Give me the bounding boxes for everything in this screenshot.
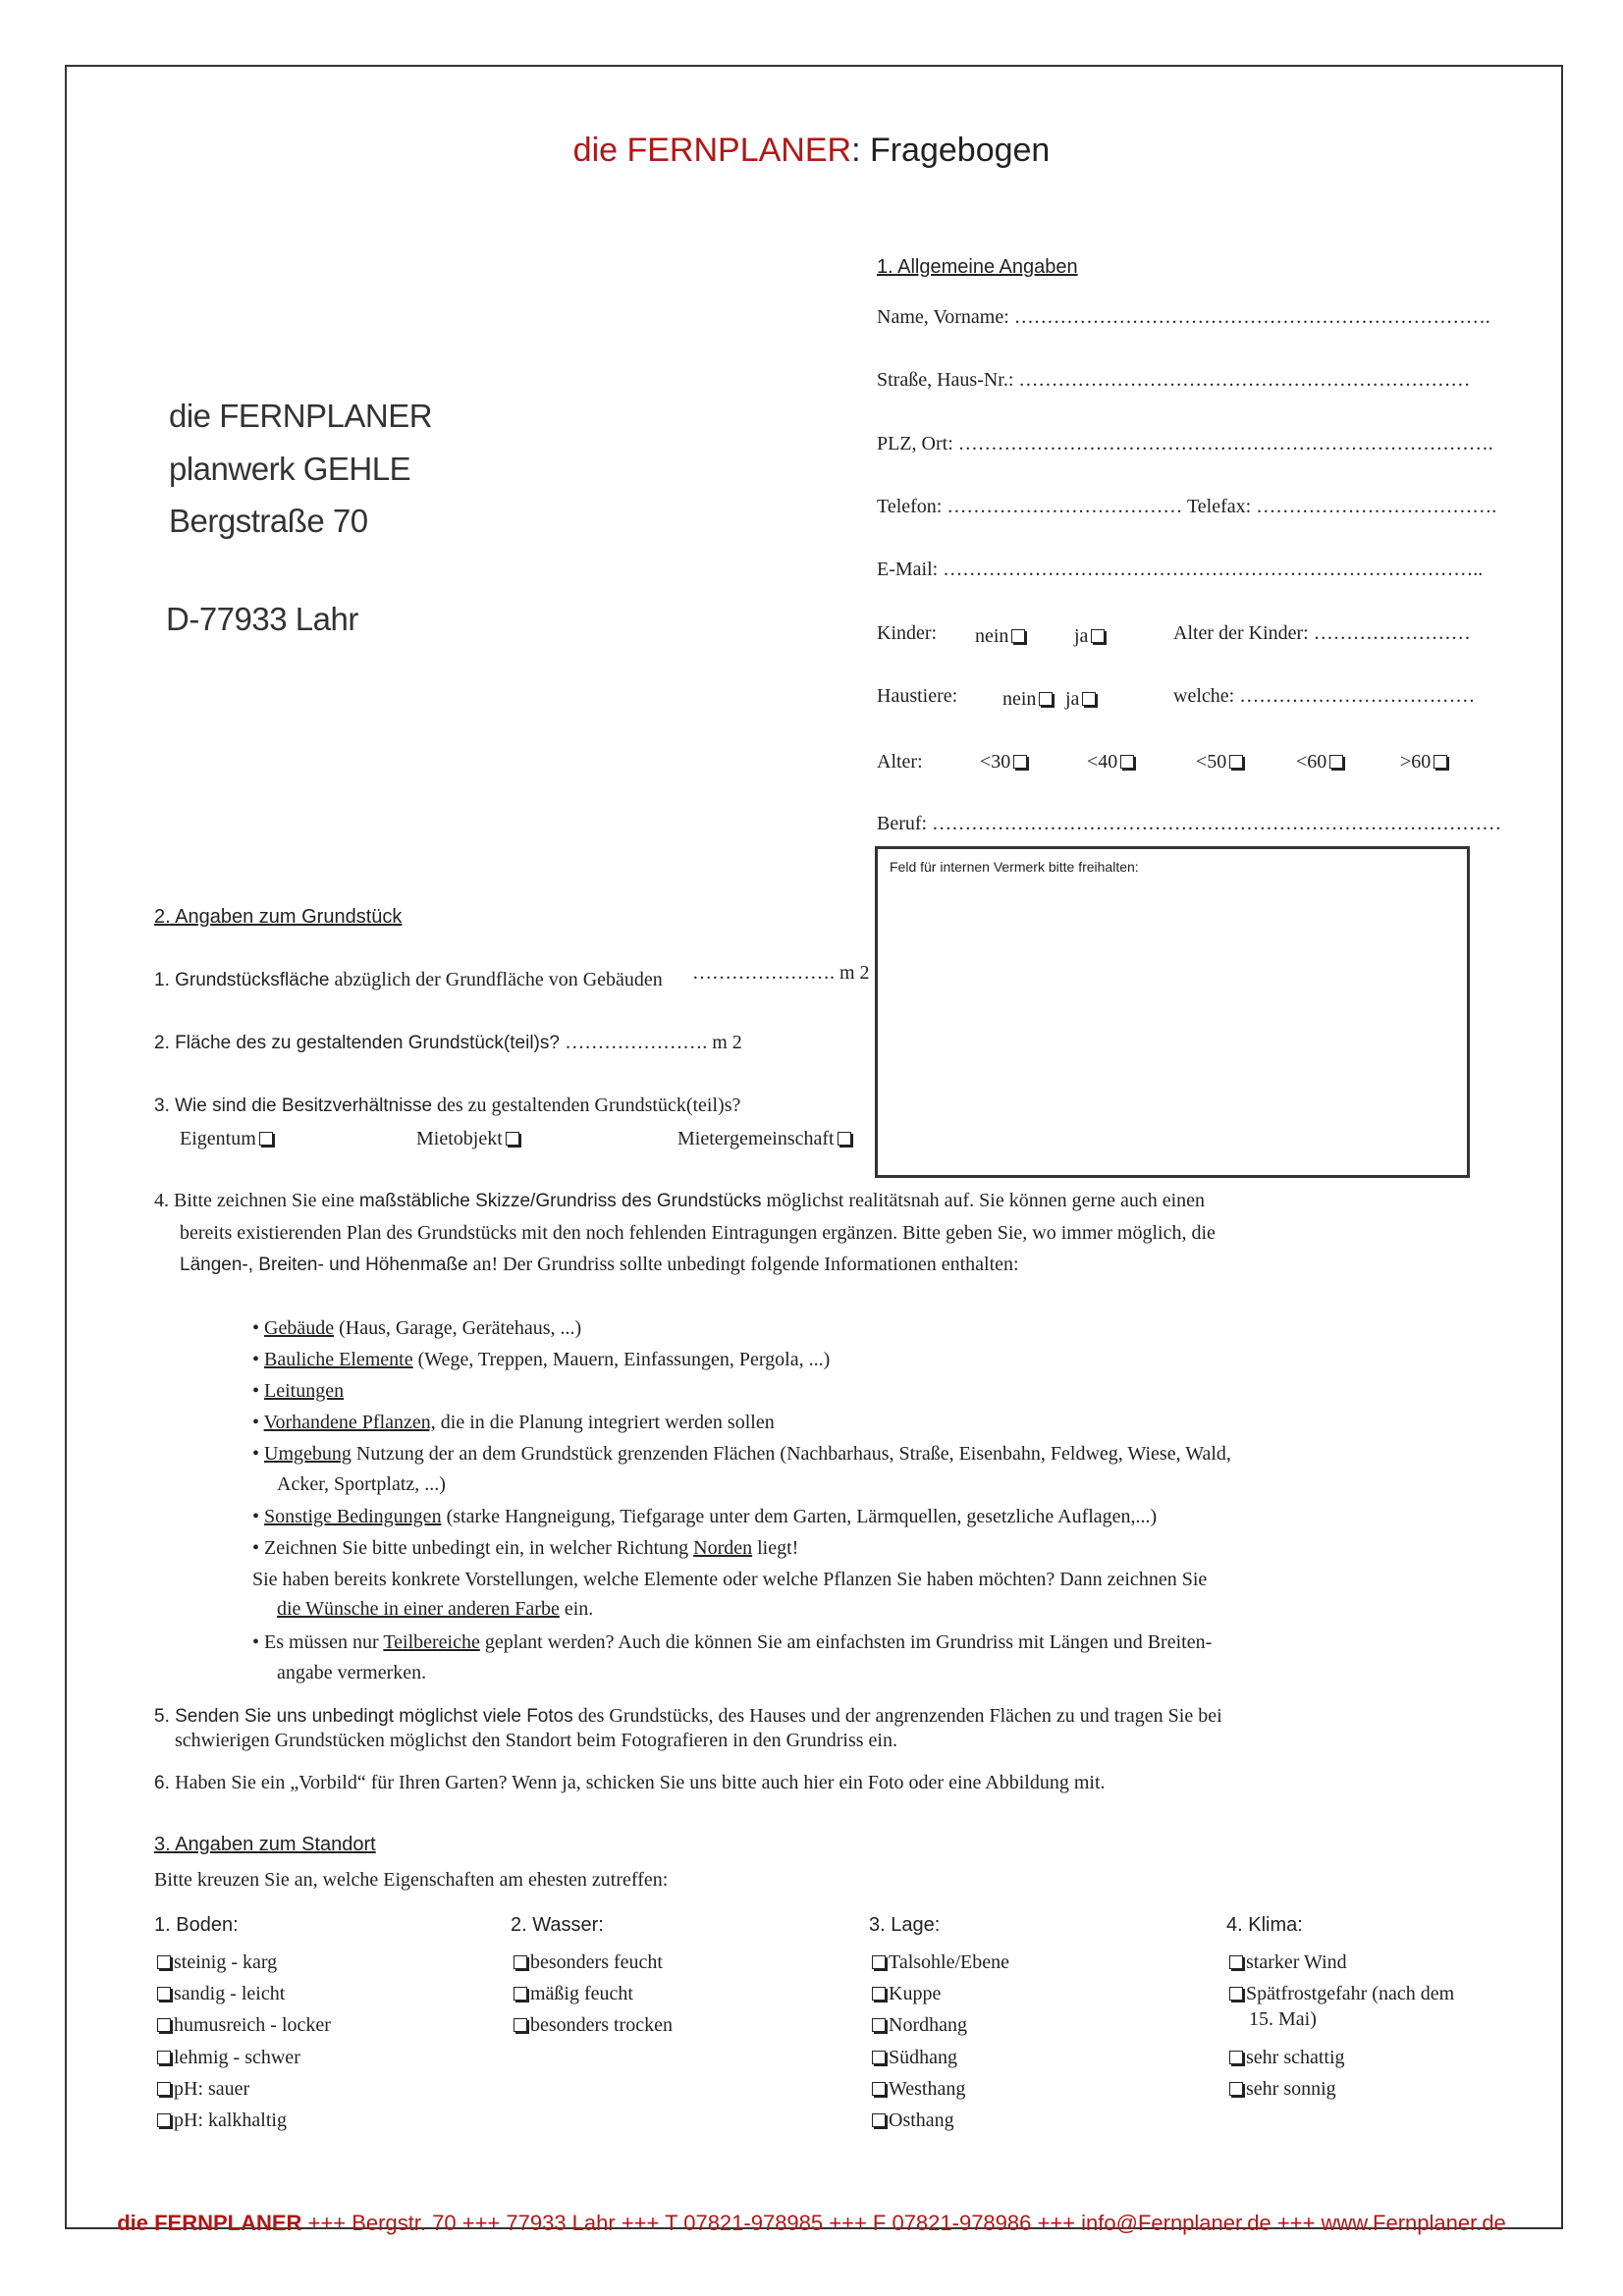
haustiere-ja-option[interactable]	[1065, 688, 1099, 711]
question-6	[154, 1772, 1106, 1794]
alter-option-label: <50	[1196, 751, 1227, 773]
option-label: Kuppe	[889, 1983, 942, 2004]
bullet-key: Norden	[693, 1537, 753, 1559]
checkbox-icon[interactable]	[1229, 1955, 1243, 1969]
bullet-gebaeude: • Gebäude (Haus, Garage, Gerätehaus, ...)	[252, 1317, 582, 1339]
q4-text-b: maßstäbliche Skizze/Grundriss des Grundstücks	[358, 1191, 762, 1211]
option-label: Westhang	[889, 2078, 966, 2100]
checkbox-icon[interactable]	[872, 2018, 886, 2032]
checkbox-icon[interactable]	[157, 1987, 171, 2001]
section1-heading: 1. Allgemeine Angaben	[877, 256, 1078, 278]
bullet-text: die in die Planung integriert werden sollen	[435, 1412, 775, 1433]
checkbox-icon[interactable]	[1013, 755, 1027, 769]
q4-text-e: an! Der Grundriss sollte unbedingt folgende Informationen enthalten:	[467, 1254, 1019, 1275]
address-line-2: planwerk GEHLE	[169, 451, 411, 487]
name-field[interactable]: Name, Vorname: ……………………………………………………………….	[877, 306, 1490, 328]
kinder-alter-field[interactable]: Alter der Kinder: ……………………	[1173, 622, 1471, 644]
checkbox-icon[interactable]	[1011, 629, 1025, 643]
footer-text: +++ Bergstr. 70 +++ 77933 Lahr +++ T 07821-978985 +++ F 07821-978986 +++ info@Fernplaner.de +++ www.Fernplaner.de	[301, 2211, 1506, 2235]
option-label: humusreich - locker	[174, 2014, 331, 2036]
wasser-option[interactable]	[511, 1983, 633, 2005]
klima-option[interactable]	[1226, 2078, 1336, 2101]
checkbox-icon[interactable]	[1229, 1987, 1243, 2001]
checkbox-icon[interactable]	[872, 2113, 886, 2127]
own-option-eigentum[interactable]	[180, 1128, 276, 1150]
checkbox-icon[interactable]	[157, 2082, 171, 2096]
option-label: pH: kalkhaltig	[174, 2109, 287, 2131]
own-option-label: Eigentum	[180, 1128, 256, 1149]
option-label: Talsohle/Ebene	[889, 1951, 1009, 1973]
kinder-nein-option[interactable]	[975, 625, 1028, 648]
q6-num: 6.	[154, 1773, 176, 1793]
q6-text: Haben Sie ein „Vorbild“ für Ihren Garten? Wenn ja, schicken Sie uns bitte auch hier ein Foto oder eine Abbildung mit.	[175, 1772, 1106, 1793]
alter-option-label: >60	[1400, 751, 1432, 773]
question-3	[154, 1095, 740, 1117]
own-option-label: Mietergemeinschaft	[677, 1128, 835, 1149]
bullet-text: ein.	[559, 1598, 594, 1620]
bullet-norden: • Zeichnen Sie bitte unbedingt ein, in welcher Richtung Norden liegt!	[252, 1537, 799, 1559]
option-label: steinig - karg	[174, 1951, 278, 1973]
bullet-pflanzen: • Vorhandene Pflanzen, die in die Planung integriert werden sollen	[252, 1412, 775, 1433]
question-4-line-2: bereits existierenden Plan des Grundstücks mit den noch fehlenden Eintragungen ergänzen. Bitte geben Sie, wo immer möglich, die	[180, 1222, 1216, 1244]
checkbox-icon[interactable]	[872, 2051, 886, 2064]
boden-option[interactable]	[154, 2078, 249, 2101]
kinder-nein-label: nein	[975, 625, 1009, 647]
q4-text-a: 4. Bitte zeichnen Sie eine	[154, 1190, 359, 1211]
option-label: sandig - leicht	[174, 1983, 286, 2004]
haustiere-nein-label: nein	[1002, 688, 1037, 710]
bullet-key: Umgebung	[264, 1443, 352, 1465]
title-rest: : Fragebogen	[851, 132, 1051, 169]
lage-option[interactable]	[869, 2078, 965, 2101]
question-2-answer-field[interactable]: …………………. m 2	[565, 1032, 742, 1053]
klima-option[interactable]	[1226, 2047, 1345, 2069]
footer-brand: die FERNPLANER	[117, 2211, 302, 2235]
beruf-field[interactable]: Beruf: ……………………………………………………………………………	[877, 813, 1502, 834]
checkbox-icon[interactable]	[1434, 755, 1447, 769]
alter-option-50[interactable]	[1196, 751, 1246, 774]
alter-option-30[interactable]	[980, 751, 1030, 774]
alter-option-label: <40	[1087, 751, 1118, 773]
klima-heading: 4. Klima:	[1226, 1914, 1303, 1936]
q5-text-a: 5. Senden Sie uns unbedingt möglichst viele	[154, 1706, 527, 1727]
checkbox-icon[interactable]	[1120, 755, 1134, 769]
bullet-sonstige: • Sonstige Bedingungen (starke Hangneigung, Tiefgarage unter dem Garten, Lärmquellen, gesetzliche Auflagen,...)	[252, 1506, 1158, 1527]
bullet-leitungen: • Leitungen	[252, 1380, 345, 1402]
bullet-umgebung: • Umgebung Nutzung der an dem Grundstück grenzenden Flächen (Nachbarhaus, Straße, Eisenbahn, Feldweg, Wiese, Wald,	[252, 1443, 1231, 1465]
lage-heading: 3. Lage:	[869, 1914, 941, 1936]
checkbox-icon[interactable]	[157, 1955, 171, 1969]
title-brand: die FERNPLANER	[572, 132, 852, 169]
own-option-mietergemeinschaft[interactable]	[677, 1128, 854, 1150]
checkbox-icon[interactable]	[157, 2051, 171, 2064]
bullet-key: Sonstige Bedingungen	[264, 1506, 442, 1527]
bullet-text: (starke Hangneigung, Tiefgarage unter dem Garten, Lärmquellen, gesetzliche Auflagen,...)	[441, 1506, 1158, 1527]
alter-option-60[interactable]	[1296, 751, 1346, 774]
checkbox-icon[interactable]	[1229, 2082, 1243, 2096]
bullet-text: (Haus, Garage, Gerätehaus, ...)	[334, 1317, 582, 1339]
boden-option[interactable]	[154, 1983, 285, 2005]
question-2	[154, 1032, 742, 1054]
checkbox-icon[interactable]	[838, 1132, 851, 1146]
klima-option[interactable]	[1226, 1983, 1454, 2005]
bullet-key: Leitungen	[264, 1380, 345, 1402]
option-label: Osthang	[889, 2109, 954, 2131]
q5-text-b: Fotos	[526, 1706, 573, 1727]
q4-text-d: Längen-, Breiten- und Höhenmaße	[180, 1255, 468, 1275]
street-field[interactable]: Straße, Haus-Nr.: ……………………………………………………………	[877, 369, 1471, 391]
kinder-ja-label: ja	[1074, 625, 1089, 647]
question-1	[154, 969, 663, 991]
haustiere-label: Haustiere:	[877, 685, 958, 707]
boden-option[interactable]	[154, 2109, 287, 2132]
question-5-line-2: schwierigen Grundstücken möglichst den Standort beim Fotografieren in den Grundriss ein.	[175, 1730, 897, 1751]
address-line-1: die FERNPLANER	[169, 398, 433, 434]
bullet-wuensche-cont	[277, 1598, 593, 1621]
wasser-heading: 2. Wasser:	[511, 1914, 604, 1936]
haustiere-nein-option[interactable]	[1002, 688, 1055, 711]
bullet-teilbereiche: • Es müssen nur Teilbereiche geplant werden? Auch die können Sie am einfachsten im Grundriss mit Längen und Breiten-	[252, 1631, 1213, 1653]
lage-option[interactable]	[869, 2014, 967, 2037]
option-label: Spätfrostgefahr (nach dem	[1246, 1983, 1455, 2004]
question-1-lead: 1. Grundstücksfläche	[154, 970, 330, 990]
bullet-teilbereiche-cont: angabe vermerken.	[277, 1662, 427, 1683]
boden-option[interactable]	[154, 1951, 277, 1974]
checkbox-icon[interactable]	[1082, 692, 1096, 706]
klima-option-wrap: 15. Mai)	[1249, 2008, 1317, 2030]
question-3-lead: 3. Wie sind die Besitzverhältnisse	[154, 1095, 433, 1116]
bullet-text: Zeichnen Sie bitte unbedingt ein, in welcher Richtung	[264, 1537, 694, 1559]
checkbox-icon[interactable]	[872, 2082, 886, 2096]
question-3-text: des zu gestaltenden Grundstück(teil)s?	[432, 1095, 741, 1116]
question-1-text: abzüglich der Grundfläche von Gebäuden	[329, 969, 663, 990]
checkbox-icon[interactable]	[506, 1132, 519, 1146]
checkbox-icon[interactable]	[1229, 2051, 1243, 2064]
checkbox-icon[interactable]	[514, 1955, 527, 1969]
bullet-text: Es müssen nur	[264, 1631, 384, 1653]
wasser-option[interactable]	[511, 1951, 663, 1974]
bullet-text: Nutzung der an dem Grundstück grenzenden Flächen (Nachbarhaus, Straße, Eisenbahn, Feldweg, Wiese, Wald,	[351, 1443, 1231, 1465]
address-line-4: D-77933 Lahr	[166, 601, 358, 637]
checkbox-icon[interactable]	[1229, 755, 1243, 769]
own-option-label: Mietobjekt	[416, 1128, 503, 1149]
footer-contact	[0, 2211, 1623, 2236]
alter-option-over-60[interactable]	[1400, 751, 1450, 774]
option-label: starker Wind	[1246, 1951, 1347, 1973]
haustiere-welche-field[interactable]: welche: ………………………………	[1173, 685, 1476, 707]
bullet-key: Bauliche Elemente	[264, 1349, 413, 1370]
option-label: sehr schattig	[1246, 2047, 1345, 2068]
q4-text-c: möglichst realitätsnah auf. Sie können gerne auch einen	[761, 1190, 1206, 1211]
page-title	[0, 132, 1623, 170]
checkbox-icon[interactable]	[157, 2018, 171, 2032]
option-label: besonders trocken	[530, 2014, 673, 2036]
bullet-text: liegt!	[752, 1537, 799, 1559]
bullet-text: geplant werden? Auch die können Sie am einfachsten im Grundriss mit Längen und Breiten-	[479, 1631, 1213, 1653]
bullet-umgebung-cont: Acker, Sportplatz, ...)	[277, 1473, 446, 1495]
option-label: Nordhang	[889, 2014, 967, 2036]
question-5-line-1	[154, 1705, 1222, 1728]
question-4-line-1	[154, 1190, 1205, 1212]
checkbox-icon[interactable]	[514, 2018, 527, 2032]
checkbox-icon[interactable]	[157, 2113, 171, 2127]
bullet-key: Vorhandene Pflanzen,	[263, 1412, 436, 1433]
plz-field[interactable]: PLZ, Ort: ……………………………………………………………………….	[877, 433, 1493, 454]
kinder-ja-option[interactable]	[1074, 625, 1108, 648]
lage-option[interactable]	[869, 2047, 957, 2069]
checkbox-icon[interactable]	[872, 1987, 886, 2001]
q5-text-c: des Grundstücks, des Hauses und der angrenzenden Flächen zu und tragen Sie bei	[572, 1705, 1222, 1727]
own-option-mietobjekt[interactable]	[416, 1128, 522, 1150]
alter-option-label: <60	[1296, 751, 1327, 773]
option-label: sehr sonnig	[1246, 2078, 1336, 2100]
checkbox-icon[interactable]	[1091, 629, 1105, 643]
alter-option-label: <30	[980, 751, 1011, 773]
lage-option[interactable]	[869, 1951, 1009, 1974]
checkbox-icon[interactable]	[872, 1955, 886, 1969]
option-label: pH: sauer	[174, 2078, 250, 2100]
boden-heading: 1. Boden:	[154, 1914, 239, 1936]
question-2-lead: 2. Fläche des zu gestaltenden Grundstück(teil)s?	[154, 1033, 566, 1053]
section3-heading: 3. Angaben zum Standort	[154, 1834, 376, 1855]
option-label: Südhang	[889, 2047, 957, 2068]
lage-option[interactable]	[869, 2109, 954, 2132]
section2-heading: 2. Angaben zum Grundstück	[154, 906, 403, 928]
klima-option[interactable]	[1226, 1951, 1347, 1974]
lage-option[interactable]	[869, 1983, 941, 2005]
internal-note-box	[875, 846, 1470, 1178]
checkbox-icon[interactable]	[514, 1987, 527, 2001]
bullet-text: (Wege, Treppen, Mauern, Einfassungen, Pergola, ...)	[412, 1349, 831, 1370]
boden-option[interactable]	[154, 2047, 300, 2069]
bullet-key: Teilbereiche	[383, 1631, 480, 1653]
internal-note-label: Feld für internen Vermerk bitte freihalten:	[890, 859, 1139, 875]
section3-intro: Bitte kreuzen Sie an, welche Eigenschaften am ehesten zutreffen:	[154, 1869, 669, 1891]
alter-option-40[interactable]	[1087, 751, 1137, 774]
checkbox-icon[interactable]	[1039, 692, 1053, 706]
email-field[interactable]: E-Mail: ………………………………………………………………………..	[877, 559, 1484, 580]
bullet-bauliche-elemente: • Bauliche Elemente (Wege, Treppen, Mauern, Einfassungen, Pergola, ...)	[252, 1349, 831, 1370]
wasser-option[interactable]	[511, 2014, 673, 2037]
bullet-wuensche: Sie haben bereits konkrete Vorstellungen, welche Elemente oder welche Pflanzen Sie haben möchten? Dann zeichnen Sie	[252, 1569, 1208, 1590]
option-label: besonders feucht	[530, 1951, 663, 1973]
phone-fax-field[interactable]: Telefon: ……………………………… Telefax: ……………………………….	[877, 496, 1497, 517]
boden-option[interactable]	[154, 2014, 331, 2037]
checkbox-icon[interactable]	[259, 1132, 273, 1146]
option-label: mäßig feucht	[530, 1983, 633, 2004]
bullet-key: Gebäude	[264, 1317, 335, 1339]
option-label: lehmig - schwer	[174, 2047, 300, 2068]
question-4-line-3	[180, 1254, 1019, 1276]
alter-label: Alter:	[877, 751, 923, 773]
checkbox-icon[interactable]	[1329, 755, 1343, 769]
haustiere-ja-label: ja	[1065, 688, 1080, 710]
bullet-key: die Wünsche in einer anderen Farbe	[277, 1598, 560, 1620]
question-1-answer-field[interactable]: …………………. m 2	[692, 962, 870, 984]
kinder-label: Kinder:	[877, 622, 938, 644]
address-line-3: Bergstraße 70	[169, 503, 368, 539]
